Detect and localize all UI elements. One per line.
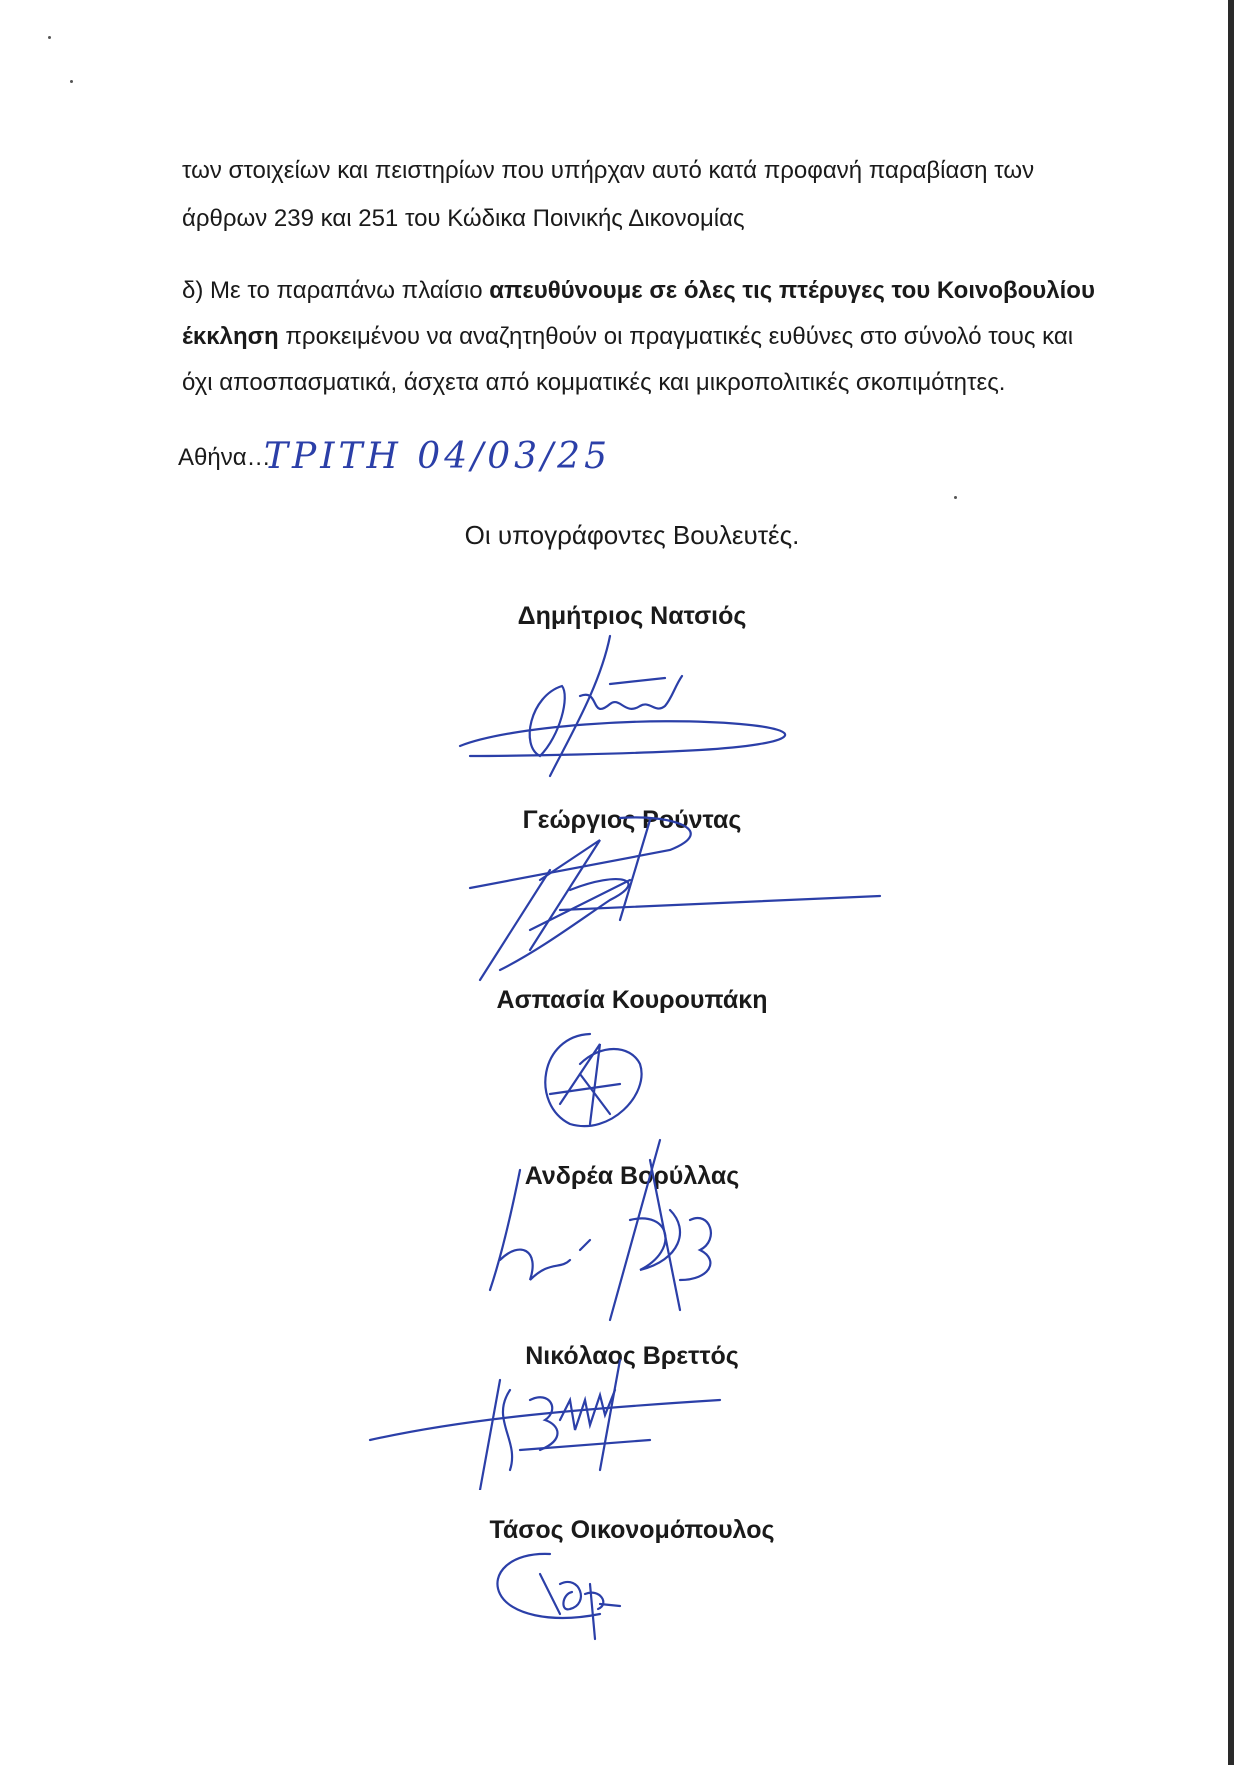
paragraph-d-rest: προκειμένου να αναζητηθούν οι πραγματικές ευθύνες στο σύνολό τους και [278, 323, 1074, 350]
handwritten-date [260, 428, 680, 488]
date-line [178, 428, 698, 488]
date-label [178, 444, 271, 472]
handwritten-date-text: ΤΡΙΤΗ 04/03/25 [264, 436, 611, 477]
signer-name: Ασπασία Κουρουπάκη [496, 986, 768, 1014]
signer-name: Τάσος Οικονομόπουλος [489, 1516, 775, 1544]
scan-speck [954, 496, 957, 499]
body-line-1: των στοιχείων και πειστηρίων που υπήρχαν αυτό κατά προφανή παραβίαση των [182, 157, 1035, 184]
signer-name: Δημήτριος Νατσιός [517, 602, 747, 630]
signature-4 [480, 1130, 740, 1330]
body-line-2: άρθρων 239 και 251 του Κώδικα Ποινικής Δικονομίας [182, 205, 745, 232]
paragraph-d-line-3: όχι αποσπασματικά, άσχετα από κομματικές και μικροπολιτικές σκοπιμότητες. [182, 369, 1006, 396]
paragraph-d-prefix: δ) Με το παραπάνω πλαίσιο [182, 277, 490, 304]
signature-3 [520, 1024, 670, 1144]
paragraph-d-line-1 [182, 268, 1095, 313]
signature-6 [490, 1544, 640, 1644]
signer-name: Ανδρέα Βορύλλας [524, 1162, 740, 1190]
signature-5 [360, 1340, 740, 1490]
paragraph-d-bold-1: απευθύνουμε σε όλες τις πτέρυγες του Κοινοβουλίου [489, 277, 1095, 304]
closing-line: Οι υπογράφοντες Βουλευτές. [464, 520, 800, 550]
paragraph-d-bold-2: έκκληση [182, 323, 279, 350]
signer-name: Νικόλαος Βρεττός [525, 1342, 739, 1370]
date-place: Αθήνα [178, 444, 247, 471]
date-dots: … [246, 444, 271, 471]
scan-speck [70, 80, 73, 83]
scan-speck [48, 36, 51, 39]
signature-1 [450, 626, 850, 786]
paragraph-d-line-2 [182, 314, 1082, 359]
scan-edge [1228, 0, 1234, 1765]
signature-2 [420, 800, 920, 990]
signer-name: Γεώργιος Ρούντας [522, 806, 742, 834]
